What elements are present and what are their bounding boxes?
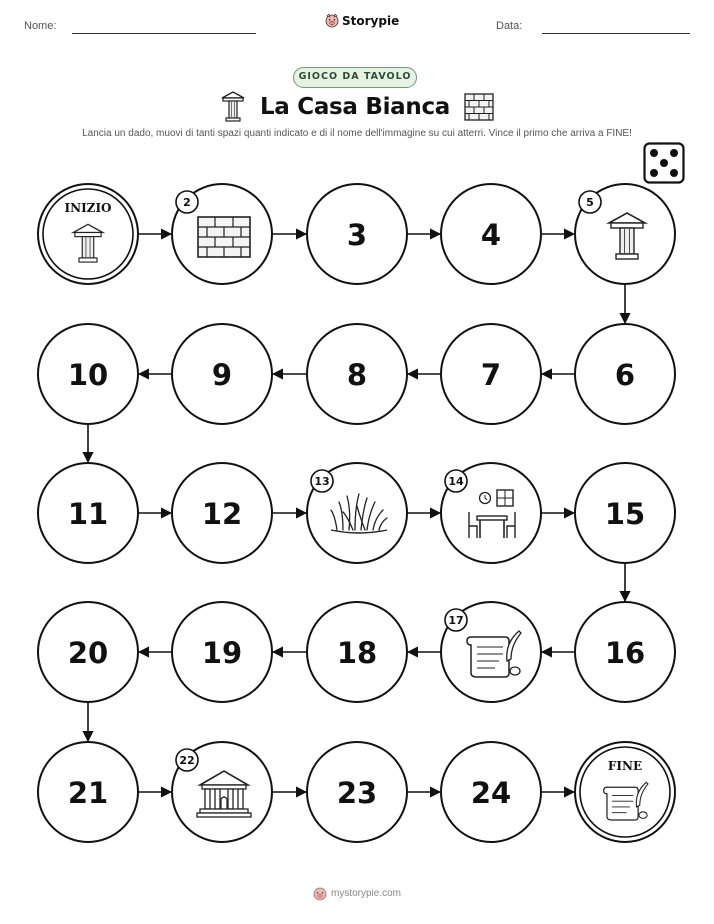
space-number: 7: [480, 358, 502, 392]
board-space: [38, 602, 138, 702]
space-number: 8: [346, 358, 368, 392]
space-number: 4: [480, 218, 502, 252]
space-number: 10: [67, 358, 109, 392]
instructions: Lancia un dado, muovi di tanti spazi quanti indicato e di il nome dell'immagine su cui atterri. Vince il primo che arriva a FINE!: [82, 128, 632, 139]
board-space: [307, 324, 407, 424]
space-number: 23: [336, 776, 378, 810]
space-number: 12: [201, 497, 243, 531]
board-space: [441, 602, 541, 702]
date-label: Data:: [496, 20, 523, 32]
space-number-badge: 5: [586, 196, 594, 209]
board-space: [441, 742, 541, 842]
board-space: [575, 184, 675, 284]
space-number: 16: [604, 636, 646, 670]
board-space: [38, 463, 138, 563]
board-space: [307, 602, 407, 702]
space-number: 24: [470, 776, 512, 810]
board-space: [575, 324, 675, 424]
start-label: INIZIO: [64, 201, 112, 215]
board-space: [172, 184, 272, 284]
space-number-badge: 14: [448, 475, 464, 488]
board-space: [307, 742, 407, 842]
space-number: 9: [211, 358, 233, 392]
board-space: [575, 602, 675, 702]
board-space: [441, 463, 541, 563]
space-number: 15: [604, 497, 646, 531]
board-space: [38, 742, 138, 842]
space-number: 3: [346, 218, 368, 252]
space-number: 11: [67, 497, 109, 531]
board-space: [441, 184, 541, 284]
space-number: 19: [201, 636, 243, 670]
board-space: [172, 602, 272, 702]
space-number-badge: 22: [179, 754, 195, 767]
board-space: [172, 742, 272, 842]
board-space-finish: [575, 742, 675, 842]
pig-mascot-icon: [313, 886, 327, 901]
space-number-badge: 13: [314, 475, 330, 488]
board-space: [307, 184, 407, 284]
footer-url[interactable]: mystorypie.com: [330, 888, 401, 899]
page-title: La Casa Bianca: [259, 94, 451, 120]
board-space-start: [38, 184, 138, 284]
board-space: [575, 463, 675, 563]
board-space: [307, 463, 407, 563]
space-number: 21: [67, 776, 109, 810]
space-number: 18: [336, 636, 378, 670]
name-label: Nome:: [24, 20, 57, 32]
board-space: [172, 324, 272, 424]
space-number: 6: [614, 358, 636, 392]
bricks-icon: [198, 217, 250, 257]
board-space: [441, 324, 541, 424]
space-number-badge: 17: [448, 614, 464, 627]
brand-name: Storypie: [342, 13, 400, 28]
space-number: 20: [67, 636, 109, 670]
footer: [0, 886, 714, 901]
game-type-badge: GIOCO DA TAVOLO: [293, 67, 417, 88]
board-space: [38, 324, 138, 424]
board-space: [172, 463, 272, 563]
space-number-badge: 2: [183, 196, 191, 209]
finish-label: FINE: [607, 759, 643, 773]
